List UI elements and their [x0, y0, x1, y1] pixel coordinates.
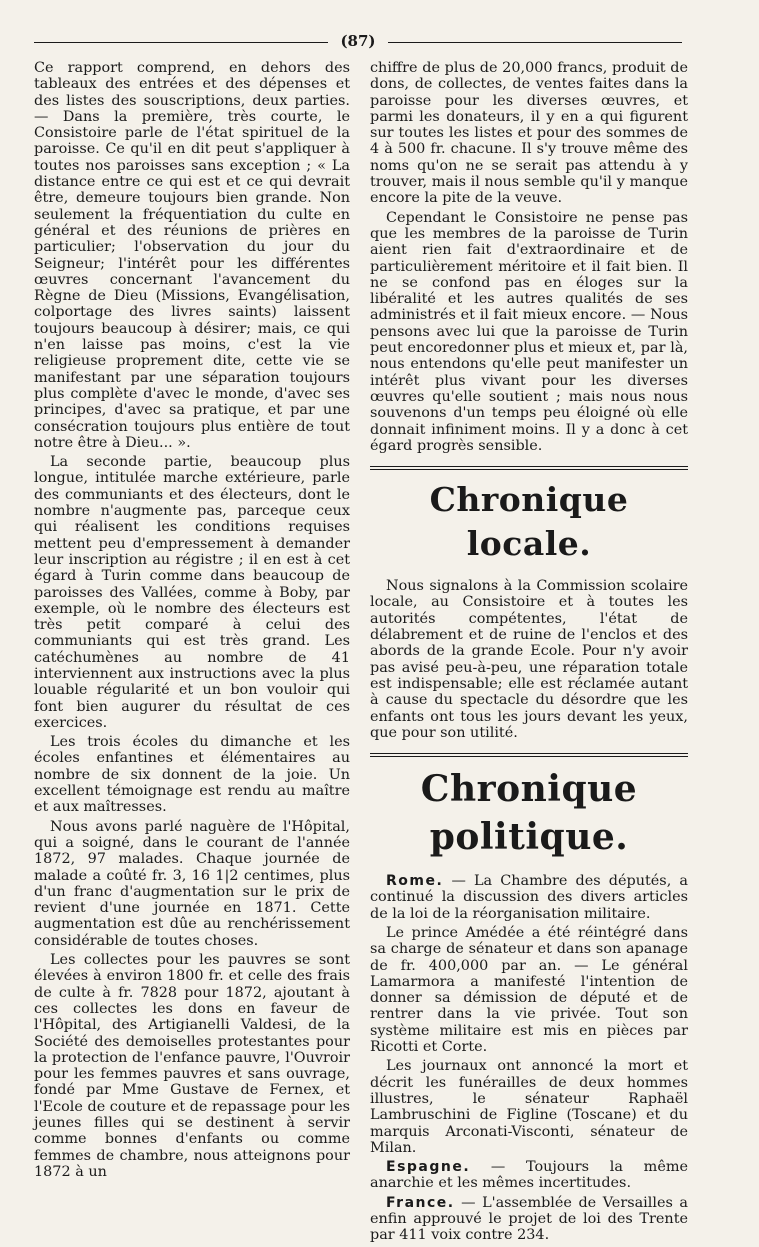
- paragraph-hospital: Nous avons parlé naguère de l'Hôpital, qui a soigné, dans le courant de l'année 1872, 97 malades. Chaque journée de malade a coûté fr. 3, 16 1|2 centimes, plus d'un franc d'augmentation sur le prix de revient d'une journée en 1871. Cette augmentation est dûe au renchérissement considérable de toutes choses.: [34, 818, 350, 949]
- paragraph-second-part: La seconde partie, beaucoup plus longue, intitulée marche extérieure, parle des communiants et des électeurs, dont le nombre n'augmente pas, parceque ceux qui réalisent les conditions requises mettent peu d'empressement à demander leur inscription au régistre ; il en est à cet égard à Turin comme dans beaucoup de paroisses des Vallées, comme à Boby, par exemple, où le nombre des électeurs est très petit comparé à celui des communiants qui est très grand. Les catéchumènes au nombre de 41 interviennent aux instructions avec la plus louable régularité et un bon vouloir qui font bien augurer du résultat de ces exercices.: [34, 454, 350, 731]
- right-column: [370, 60, 688, 1247]
- section-title-locale: Chronique locale.: [429, 480, 629, 564]
- header-rule-left: [34, 42, 328, 43]
- header-rule-right: [388, 42, 682, 43]
- news-item-funerailles: Les journaux ont annoncé la mort et décrit les funérailles de deux hommes illustres, le sénateur Raphaël Lambruschini de Figline (Toscane) et du marquis Arconati-Visconti, sénateur de Milan.: [370, 1058, 688, 1156]
- paragraph-continued: chiffre de plus de 20,000 francs, produit de dons, de collectes, de ventes faites dans la paroisse pour les diverses œuvres, et parmi les donateurs, il y en a qui figurent sur toutes les listes et pour des sommes de 4 à 500 fr. chacune. Il s'y trouve même des noms qu'on ne se serait pas attendu à y trouver, mais il nous semble qu'il y manque encore la pite de la veuve.: [370, 60, 688, 207]
- paragraph-locale: Nous signalons à la Commission scolaire locale, au Consistoire et à toutes les autorités compétentes, l'état de délabrement et de ruine de l'enclos et des abords de la grande Ecole. Pour n'y avoir pas avisé peu-à-peu, une réparation totale est indispensable; elle est réclamée autant à cause du spectacle du désordre que les enfants ont tous les jours devant les yeux, que pour son utilité.: [370, 578, 688, 741]
- paragraph-collections: Les collectes pour les pauvres se sont élevées à environ 1800 fr. et celle des frais de culte à fr. 7828 pour 1872, ajoutant à ces collectes les dons en faveur de l'Hôpital, des Artigianelli Valdesi, de la Société des demoiselles protestantes pour la protection de l'enfance pauvre, l'Ouvroir pour les femmes pauvres et sans ouvrage, fondé par Mme Gustave de Fernex, et l'Ecole de couture et de repassage pour les jeunes filles qui se destinent à servir comme bonnes d'enfants ou comme femmes de chambre, nous atteignons pour 1872 à un: [34, 952, 350, 1180]
- paragraph-schools: Les trois écoles du dimanche et les écoles enfantines et élémentaires au nombre de six donnent de la joie. Un excellent témoignage est rendu au maître et aux maîtresses.: [34, 734, 350, 816]
- news-item-france: France. — L'assemblée de Versailles a enfin approuvé le projet de loi des Trente par 411 voix contre 234.: [370, 1194, 688, 1244]
- page-header: [34, 32, 682, 52]
- section-title-politique: Chronique politique.: [420, 768, 638, 859]
- news-item-espagne: Espagne. — Toujours la même anarchie et les mêmes incertitudes.: [370, 1159, 688, 1192]
- paragraph-report-intro: Ce rapport comprend, en dehors des tableaux des entrées et des dépenses et des listes des souscriptions, deux parties. — Dans la première, très courte, le Consistoire parle de l'état spirituel de la paroisse. Ce qu'il en dit peut s'appliquer à toutes nos paroisses sans exception ; « La distance entre ce qui est et ce qui devrait être, demeure toujours bien grande. Non seulement la fréquentiation du culte en général et des réunions de prières en particulier; l'observation du jour du Seigneur; l'intérêt pour les différentes œuvres concernant l'avancement du Règne de Dieu (Missions, Evangélisation, colportage des livres saints) laissent toujours beaucoup à désirer; mais, ce qui n'en laisse pas moins, c'est la vie religieuse proprement dite, cette vie se manifestant par une séparation toujours plus complète d'avec le monde, d'avec ses principes, d'avec sa pratique, et par une consécration toujours plus entière de tout notre être à Dieu... ».: [34, 60, 350, 451]
- left-column: [34, 60, 350, 1183]
- rubric-rome: Rome.: [386, 873, 444, 890]
- section-divider: [370, 753, 688, 757]
- paragraph-consistoire: Cependant le Consistoire ne pense pas que les membres de la paroisse de Turin aient rien fait d'extraordinaire et de particulièrement méritoire et il fait bien. Il ne se confond pas en éloges sur la libéralité et les autres qualités de ses administrés et il fait mieux encore. — Nous pensons avec lui que la paroisse de Turin peut encoredonner plus et mieux et, par là, nous entendons qu'elle peut manifester un intérêt plus vivant pour les diverses œuvres qu'elle soutient ; mais nous nous souvenons d'un temps peu éloigné où elle donnait infiniment moins. Il y a donc à cet égard progrès sensible.: [370, 209, 688, 454]
- rubric-france: France.: [386, 1194, 455, 1211]
- rubric-espagne: Espagne.: [386, 1159, 471, 1176]
- section-divider: [370, 466, 688, 470]
- page-number: (87): [340, 32, 376, 50]
- news-item-amedee: Le prince Amédée a été réintégré dans sa charge de sénateur et dans son apanage de fr. 400,000 par an. — Le général Lamarmora a manifesté l'intention de donner sa démission de député et de rentrer dans la vie privée. Tout son système militaire est mis en pièces par Ricotti et Corte.: [370, 924, 688, 1056]
- news-item-rome: Rome. — La Chambre des députés, a continué la discussion des divers articles de la loi de la réorganisation militaire.: [370, 873, 688, 922]
